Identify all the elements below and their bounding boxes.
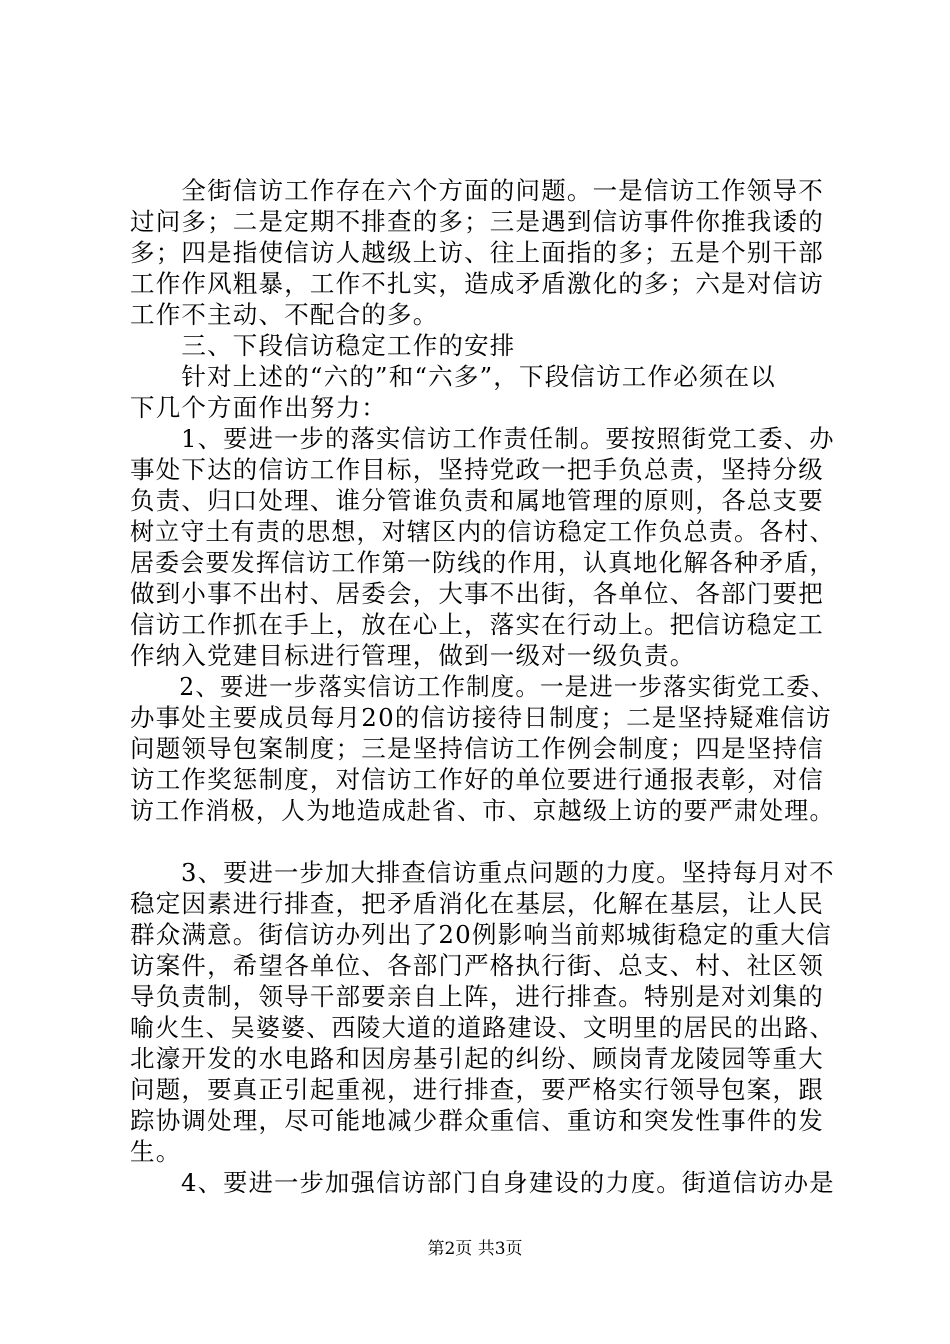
text-line: 稳定因素进行排查，把矛盾消化在基层，化解在基层，让人民 [130,889,824,918]
text-line: 事处下达的信访工作目标，坚持党政一把手负总责，坚持分级 [130,455,824,484]
text-line: 过问多；二是定期不排查的多；三是遇到信访事件你推我诿的 [130,207,824,236]
text-line: 针对上述的“六的”和“六多”，下段信访工作必须在以 [130,362,776,391]
text-line: 导负责制，领导干部要亲自上阵，进行排查。特别是对刘集的 [130,982,824,1011]
text-line: 访案件，希望各单位、各部门严格执行街、总支、村、社区领 [130,951,824,980]
text-line: 居委会要发挥信访工作第一防线的作用，认真地化解各种矛盾， [130,548,835,577]
text-line: 负责、归口处理、谁分管谁负责和属地管理的原则，各总支要 [130,486,824,515]
text-line: 北濠开发的水电路和因房基引起的纠纷、顾岗青龙陵园等重大 [130,1044,824,1073]
text-line: 1、要进一步的落实信访工作责任制。要按照街党工委、办 [130,424,835,453]
section-heading: 三、下段信访稳定工作的安排 [130,331,516,360]
page-footer: 第2页 共3页 [427,1239,523,1259]
text-line: 树立守土有责的思想，对辖区内的信访稳定工作负总责。各村、 [130,517,835,546]
text-line: 访工作奖惩制度，对信访工作好的单位要进行通报表彰，对信 [130,765,824,794]
text-line: 工作作风粗暴，工作不扎实，造成矛盾激化的多；六是对信访 [130,269,824,298]
text-line: 问题，要真正引起重视，进行排查，要严格实行领导包案，跟 [130,1075,824,1104]
text-line: 3、要进一步加大排查信访重点问题的力度。坚持每月对不 [130,858,835,887]
text-line: 工作不主动、不配合的多。 [130,300,439,329]
text-line: 全街信访工作存在六个方面的问题。一是信访工作领导不 [130,176,824,205]
text-line: 办事处主要成员每月20的信访接待日制度；二是坚持疑难信访 [130,703,832,732]
text-line: 作纳入党建目标进行管理，做到一级对一级负责。 [130,641,696,670]
text-line: 问题领导包案制度；三是坚持信访工作例会制度；四是坚持信 [130,734,824,763]
text-line: 访工作消极，人为地造成赴省、市、京越级上访的要严肃处理。 [130,796,835,825]
text-line: 踪协调处理，尽可能地减少群众重信、重访和突发性事件的发 [130,1106,824,1135]
text-line: 多；四是指使信访人越级上访、往上面指的多；五是个别干部 [130,238,824,267]
text-line: 生。 [130,1137,182,1166]
text-line: 2、要进一步落实信访工作制度。一是进一步落实街党工委、 [130,672,836,701]
text-line: 喻火生、吴婆婆、西陵大道的道路建设、文明里的居民的出路、 [130,1013,835,1042]
text-line: 下几个方面作出努力： [130,393,387,422]
text-line: 做到小事不出村、居委会，大事不出街，各单位、各部门要把 [130,579,824,608]
text-line: 群众满意。街信访办列出了20例影响当前郏城街稳定的重大信 [130,920,832,949]
text-line: 信访工作抓在手上，放在心上，落实在行动上。把信访稳定工 [130,610,824,639]
text-line: 4、要进一步加强信访部门自身建设的力度。街道信访办是 [130,1168,835,1197]
